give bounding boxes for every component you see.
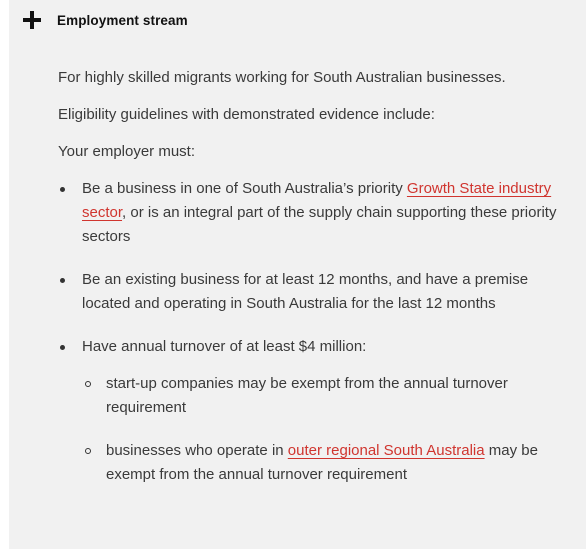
sub-list-item-text: businesses who operate in xyxy=(106,442,288,459)
eligibility-text: Eligibility guidelines with demonstrated evidence include: xyxy=(58,106,435,123)
sub-list-item xyxy=(82,439,568,487)
intro-text: For highly skilled migrants working for South Australian businesses. xyxy=(58,69,506,86)
turnover-exemptions-list xyxy=(82,372,568,487)
accordion-panel xyxy=(9,0,586,549)
outer-regional-south-australia-link[interactable]: outer regional South Australia xyxy=(287,442,485,459)
accordion-header[interactable] xyxy=(23,8,188,32)
sub-list-item xyxy=(82,372,568,420)
accordion-content xyxy=(58,66,568,506)
accordion-title: Employment stream xyxy=(57,12,188,28)
plus-icon[interactable] xyxy=(23,11,41,29)
list-item-text: , or is an integral part of the supply chain supporting these priority sectors xyxy=(82,204,557,245)
list-item xyxy=(58,177,568,249)
sub-list-item-text: start-up companies may be exempt from the annual turnover requirement xyxy=(106,375,508,416)
employer-must-text: Your employer must: xyxy=(58,143,196,160)
sub-list-item-text: may be exempt from the annual turnover requirement xyxy=(106,442,538,483)
list-item xyxy=(58,268,568,316)
requirements-list xyxy=(58,177,568,487)
list-item-text: Be an existing business for at least 12 months, and have a premise located and operating in South Australia for the last 12 months xyxy=(82,271,529,312)
growth-state-industry-sector-link[interactable]: Growth State industry sector xyxy=(82,180,552,221)
list-item-text: Have annual turnover of at least $4 million: xyxy=(82,338,367,355)
list-item xyxy=(58,335,568,487)
list-item-text: Be a business in one of South Australia’s priority xyxy=(82,180,407,197)
